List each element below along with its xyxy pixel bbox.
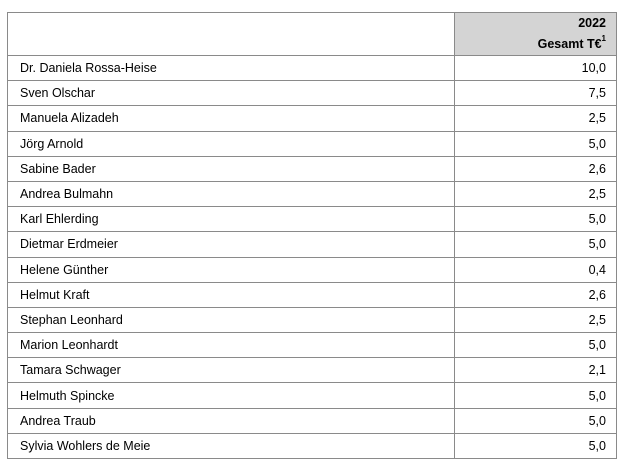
table-row (8, 383, 617, 408)
person-name: Manuela Alizadeh (8, 106, 455, 131)
person-name: Sabine Bader (8, 156, 455, 181)
table-row (8, 106, 617, 131)
table-header-row (8, 13, 617, 56)
table-row (8, 408, 617, 433)
table-row (8, 307, 617, 332)
table-row (8, 56, 617, 81)
header-year: 2022 (578, 15, 606, 30)
person-value: 5,0 (455, 383, 617, 408)
person-value: 0,4 (455, 257, 617, 282)
person-name: Dietmar Erdmeier (8, 232, 455, 257)
person-value: 2,6 (455, 156, 617, 181)
table-row (8, 232, 617, 257)
table-row (8, 181, 617, 206)
person-name: Dr. Daniela Rossa-Heise (8, 56, 455, 81)
table-row (8, 156, 617, 181)
header-value-cell (455, 13, 617, 56)
person-name: Andrea Bulmahn (8, 181, 455, 206)
person-name: Tamara Schwager (8, 358, 455, 383)
person-name: Helene Günther (8, 257, 455, 282)
compensation-table (7, 12, 617, 459)
person-name: Helmuth Spincke (8, 383, 455, 408)
person-name: Marion Leonhardt (8, 333, 455, 358)
person-name: Karl Ehlerding (8, 207, 455, 232)
person-value: 10,0 (455, 56, 617, 81)
person-name: Helmut Kraft (8, 282, 455, 307)
table-row (8, 358, 617, 383)
person-value: 2,6 (455, 282, 617, 307)
person-name: Jörg Arnold (8, 131, 455, 156)
table-row (8, 131, 617, 156)
table-row (8, 282, 617, 307)
table-body (8, 13, 617, 459)
table-row (8, 433, 617, 458)
person-value: 5,0 (455, 207, 617, 232)
person-value: 2,5 (455, 181, 617, 206)
table-row (8, 81, 617, 106)
person-name: Stephan Leonhard (8, 307, 455, 332)
person-value: 5,0 (455, 333, 617, 358)
person-value: 2,5 (455, 307, 617, 332)
header-unit (455, 32, 606, 53)
header-unit-label: Gesamt T€ (537, 37, 602, 52)
person-value: 5,0 (455, 433, 617, 458)
table-row (8, 257, 617, 282)
person-value: 7,5 (455, 81, 617, 106)
person-value: 2,5 (455, 106, 617, 131)
person-name: Sylvia Wohlers de Meie (8, 433, 455, 458)
person-name: Sven Olschar (8, 81, 455, 106)
table-row (8, 207, 617, 232)
person-value: 5,0 (455, 408, 617, 433)
table-row (8, 333, 617, 358)
person-value: 5,0 (455, 131, 617, 156)
person-name: Andrea Traub (8, 408, 455, 433)
person-value: 5,0 (455, 232, 617, 257)
person-value: 2,1 (455, 358, 617, 383)
header-empty-cell (8, 13, 455, 56)
header-footnote-mark: 1 (601, 33, 606, 43)
